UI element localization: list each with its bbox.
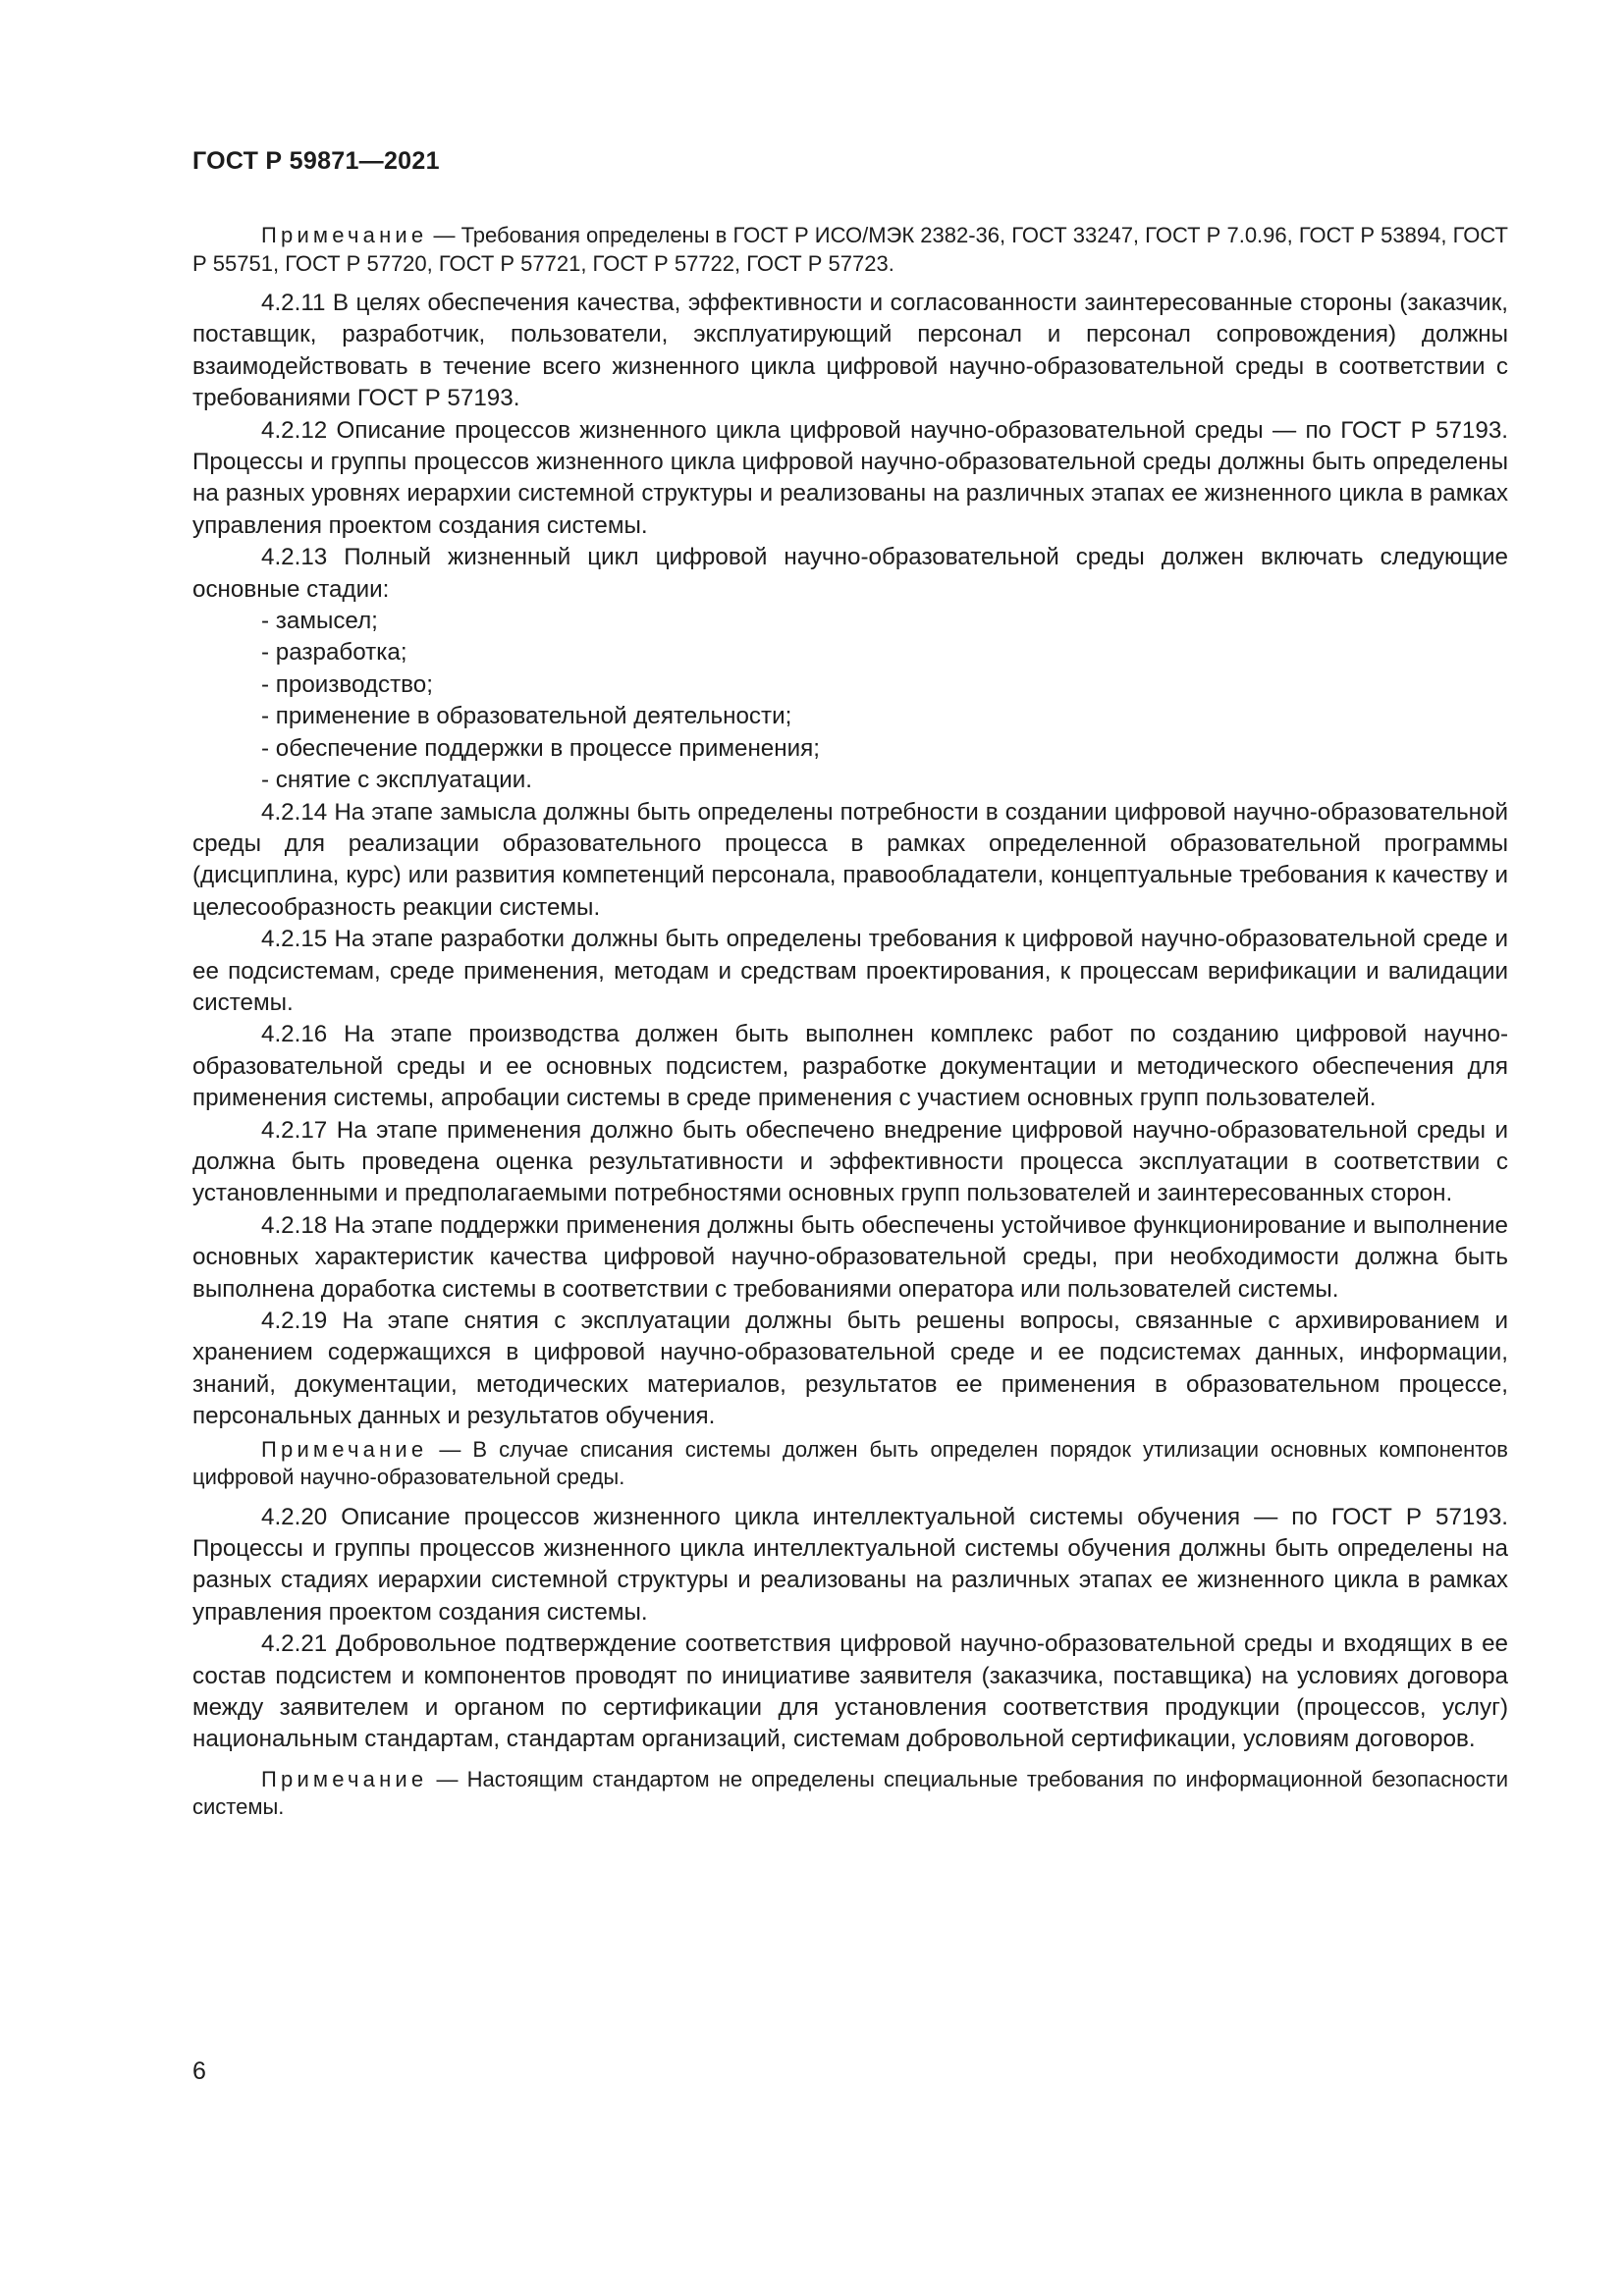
paragraph-4-2-18: 4.2.18 На этапе поддержки применения должны быть обеспечены устойчивое функционирование и выполнение основных характеристик качества цифровой научно-образовательной среды, при необходимости должна быть выполнена доработка системы в соответствии с требованиями оператора или пользователей системы. bbox=[192, 1211, 1508, 1303]
paragraph-4-2-12: 4.2.12 Описание процессов жизненного цикла цифровой научно-образовательной среды — по ГОСТ Р 57193. Процессы и группы процессов жизненного цикла цифровой научно-образовательной среды должны быть определены на разных уровнях иерархии системной структуры и реализованы на различных этапах ее жизненного цикла в рамках управления проектом создания системы. bbox=[192, 416, 1508, 539]
paragraph-4-2-15: 4.2.15 На этапе разработки должны быть определены требования к цифровой научно-образовательной среде и ее подсистемам, среде применения, методам и средствам проектирования, к процессам верификации и валидации системы. bbox=[192, 926, 1508, 1016]
note-text: — Настоящим стандартом не определены специальные требования по информационной безопасности системы. bbox=[192, 1766, 1508, 1820]
note-disposal bbox=[192, 1436, 1508, 1492]
paragraph-4-2-20: 4.2.20 Описание процессов жизненного цикла интеллектуальной системы обучения — по ГОСТ Р 57193. Процессы и группы процессов жизненного цикла интеллектуальной системы обучения должны быть определены на разных стадиях иерархии системной структуры и реализованы на различных этапах ее жизненного цикла в рамках управления проектом создания системы. bbox=[192, 1503, 1508, 1626]
list-item: - разработка; bbox=[261, 639, 407, 667]
document-header: ГОСТ Р 59871—2021 bbox=[192, 147, 440, 175]
page-number: 6 bbox=[192, 2057, 206, 2085]
paragraph-4-2-13: 4.2.13 Полный жизненный цикл цифровой научно-образовательной среды должен включать следующие основные стадии: bbox=[192, 544, 1508, 603]
note-text: — Требования определены в ГОСТ Р ИСО/МЭК 2382-36, ГОСТ 33247, ГОСТ Р 7.0.96, ГОСТ Р 53894, ГОСТ Р 55751, ГОСТ Р 57720, ГОСТ Р 57721, ГОСТ Р 57722, ГОСТ Р 57723. bbox=[192, 223, 1508, 276]
list-item: - производство; bbox=[261, 670, 433, 698]
stages-list bbox=[192, 606, 1508, 796]
note-requirements bbox=[192, 222, 1508, 278]
paragraph-4-2-11: 4.2.11 В целях обеспечения качества, эффективности и согласованности заинтересованные стороны (заказчик, поставщик, разработчик, пользователи, эксплуатирующий персонал и персонал сопровождения) должны взаимодействовать в течение всего жизненного цикла цифровой научно-образовательной среды в соответствии с требованиями ГОСТ Р 57193. bbox=[192, 290, 1508, 412]
list-item: - снятие с эксплуатации. bbox=[261, 767, 532, 794]
paragraph-4-2-17: 4.2.17 На этапе применения должно быть обеспечено внедрение цифровой научно-образовательной среды и должна быть проведена оценка результативности и эффективности процесса эксплуатации в соответствии с установленными и предполагаемыми потребностями основных групп пользователей и заинтересованных сторон. bbox=[192, 1116, 1508, 1207]
paragraph-4-2-19: 4.2.19 На этапе снятия с эксплуатации должны быть решены вопросы, связанные с архивированием и хранением содержащихся в цифровой научно-образовательной среде и ее подсистемах данных, информации, знаний, документации, методических материалов, результатов ее применения в образовательном процессе, персональных данных и результатов обучения. bbox=[192, 1308, 1508, 1430]
paragraph-4-2-21: 4.2.21 Добровольное подтверждение соответствия цифровой научно-образовательной среды и входящих в ее состав подсистем и компонентов проводят по инициативе заявителя (заказчика, поставщика) на условиях договора между заявителем и органом по сертификации для установления соответствия продукции (процессов, услуг) национальным стандартам, стандартам организаций, системам добровольной сертификации, условиям договоров. bbox=[192, 1630, 1508, 1753]
list-item: - обеспечение поддержки в процессе применения; bbox=[261, 734, 820, 762]
list-item: - замысел; bbox=[261, 608, 378, 635]
note-text: — В случае списания системы должен быть определен порядок утилизации основных компонентов цифровой научно-образовательной среды. bbox=[192, 1436, 1508, 1490]
document-body bbox=[192, 222, 1508, 1822]
paragraph-4-2-14: 4.2.14 На этапе замысла должны быть определены потребности в создании цифровой научно-образовательной среды для реализации образовательного процесса в рамках определенной образовательной программы (дисциплина, курс) или развития компетенций персонала, правообладатели, концептуальные требования к качеству и целесообразность реакции системы. bbox=[192, 798, 1508, 921]
list-item: - применение в образовательной деятельности; bbox=[261, 703, 792, 730]
paragraph-4-2-16: 4.2.16 На этапе производства должен быть выполнен комплекс работ по созданию цифровой научно-образовательной среды и ее основных подсистем, разработке документации и методического обеспечения для применения системы, апробации системы в среде применения с участием основных групп пользователей. bbox=[192, 1021, 1508, 1112]
note-security bbox=[192, 1766, 1508, 1822]
note-label: Примечание bbox=[261, 223, 428, 247]
note-label: Примечание bbox=[261, 1436, 428, 1462]
note-label: Примечание bbox=[261, 1766, 428, 1791]
